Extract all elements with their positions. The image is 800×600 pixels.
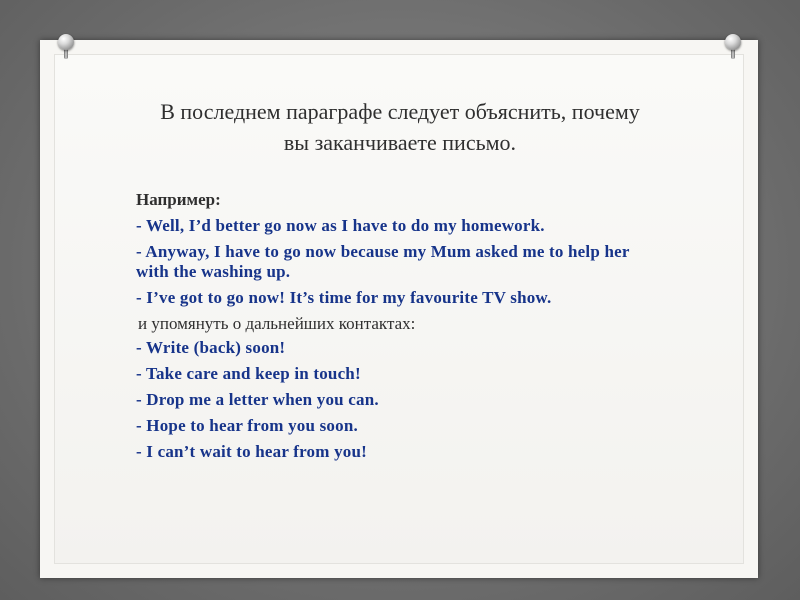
- contact-phrase: - Drop me a letter when you can.: [136, 390, 379, 409]
- contact-phrase: - Take care and keep in touch!: [136, 364, 361, 383]
- contact-phrase: - Write (back) soon!: [136, 338, 286, 357]
- slide-title: [60, 96, 740, 158]
- slide-title-line-2: вы заканчиваете письмо.: [283, 130, 517, 155]
- example-phrase: - I’ve got to go now! It’s time for my favourite TV show.: [136, 288, 552, 307]
- contact-phrase: - I can’t wait to hear from you!: [136, 442, 367, 461]
- pushpin-head: [725, 34, 741, 50]
- contacts-note: и упомянуть о дальнейших контактах:: [138, 314, 416, 333]
- example-heading: Например:: [136, 190, 221, 209]
- example-phrase: - Anyway, I have to go now because my Mum asked me to help her with the washing up.: [136, 242, 630, 281]
- pushpin-head: [58, 34, 74, 50]
- pushpin-left-icon: [55, 34, 77, 60]
- slide-body: [132, 190, 652, 468]
- slide-title-line-1: В последнем параграфе следует объяснить, почему: [160, 99, 640, 124]
- pushpin-right-icon: [722, 34, 744, 60]
- example-phrase: - Well, I’d better go now as I have to do my homework.: [136, 216, 545, 235]
- contact-phrase: - Hope to hear from you soon.: [136, 416, 358, 435]
